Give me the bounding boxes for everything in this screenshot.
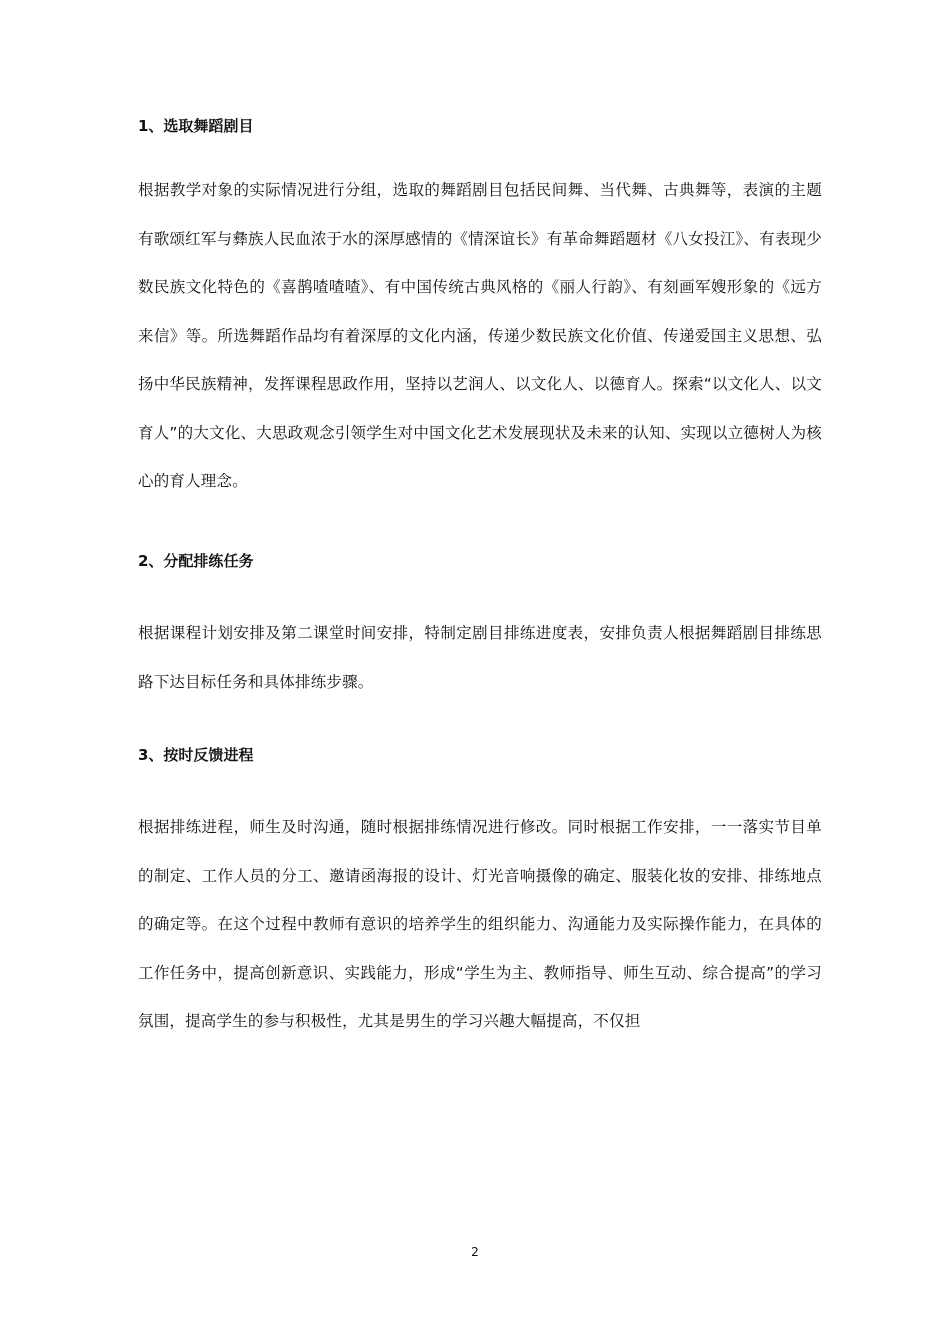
section-heading-2: 2、分配排练任务	[138, 552, 254, 570]
section-paragraph-2: 根据课程计划安排及第二课堂时间安排，特制定剧目排练进度表，安排负责人根据舞蹈剧目排练思路下达目标任务和具体排练步骤。	[138, 624, 822, 691]
section-paragraph-1: 根据教学对象的实际情况进行分组，选取的舞蹈剧目包括民间舞、当代舞、古典舞等，表演的主题有歌颂红军与彝族人民血浓于水的深厚感情的《情深谊长》有革命舞蹈题材《八女投江》、有表现少数民族文化特色的《喜鹊喳喳喳》、有中国传统古典风格的《丽人行韵》、有刻画军嫂形象的《远方来信》等。所选舞蹈作品均有着深厚的文化内涵，传递少数民族文化价值、传递爱国主义思想、弘扬中华民族精神，发挥课程思政作用，坚持以艺润人、以文化人、以德育人。探索“以文化人、以文育人”的大文化、大思政观念引领学生对中国文化艺术发展现状及未来的认知、实现以立德树人为核心的育人理念。	[138, 181, 822, 490]
section-heading-1: 1、选取舞蹈剧目	[138, 117, 254, 135]
section-heading-3: 3、按时反馈进程	[138, 746, 254, 764]
page-number: 2	[471, 1245, 479, 1259]
section-paragraph-3: 根据排练进程，师生及时沟通，随时根据排练情况进行修改。同时根据工作安排，一一落实节目单的制定、工作人员的分工、邀请函海报的设计、灯光音响摄像的确定、服装化妆的安排、排练地点的确定等。在这个过程中教师有意识的培养学生的组织能力、沟通能力及实际操作能力，在具体的工作任务中，提高创新意识、实践能力，形成“学生为主、教师指导、师生互动、综合提高”的学习氛围，提高学生的参与积极性，尤其是男生的学习兴趣大幅提高，不仅担	[138, 818, 822, 1030]
